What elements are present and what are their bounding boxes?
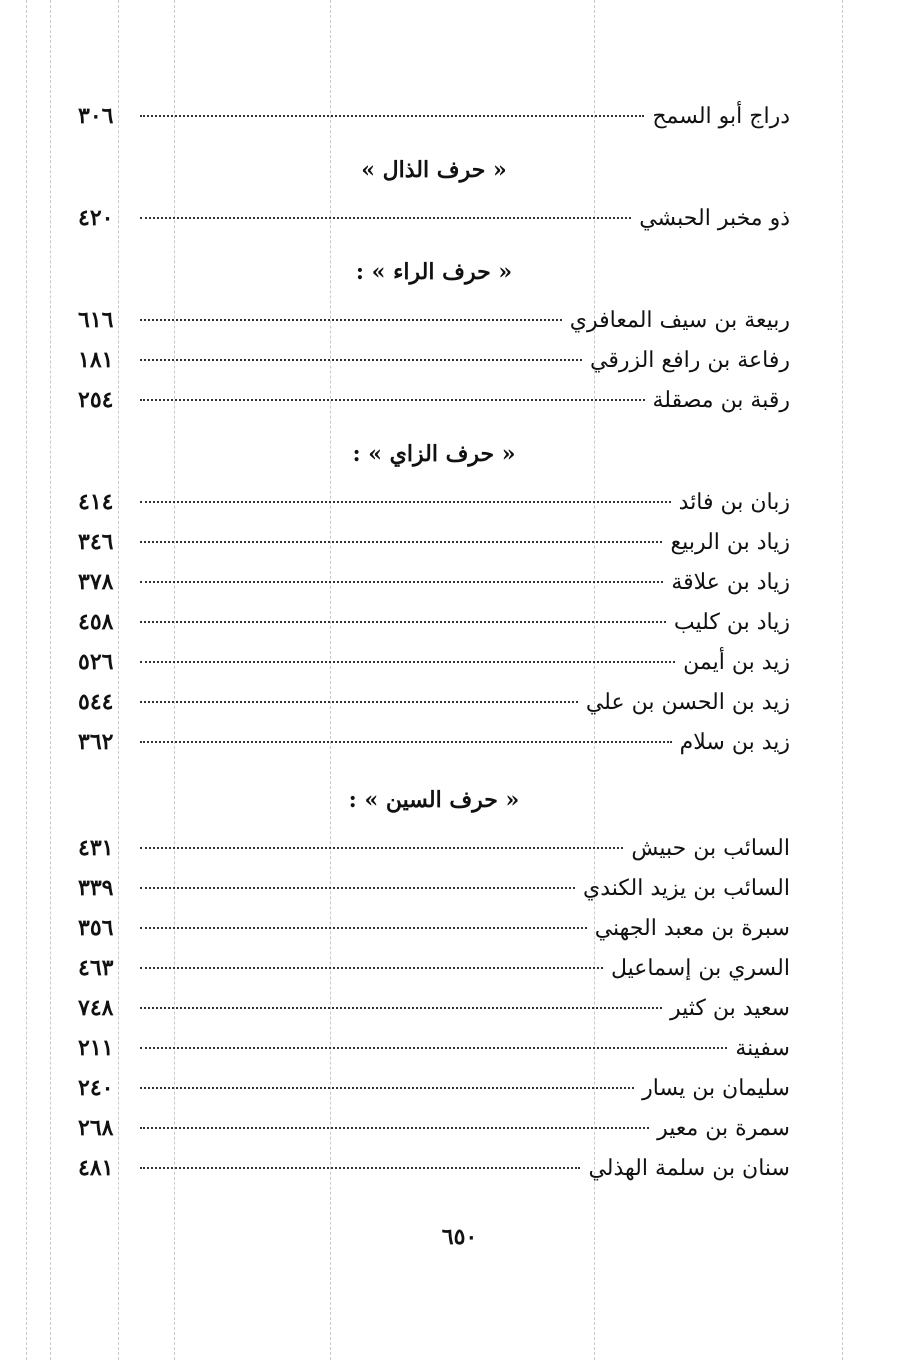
scan-guide-line xyxy=(842,0,843,1360)
dot-leader xyxy=(140,358,582,361)
index-entry xyxy=(78,908,790,948)
entry-name: زيد بن أيمن xyxy=(683,650,790,675)
entry-page-number: ٥٤٤ xyxy=(78,689,114,715)
entry-name: زياد بن الربيع xyxy=(670,530,790,555)
index-entry xyxy=(78,988,790,1028)
index-entry xyxy=(78,828,790,868)
dot-leader xyxy=(140,216,631,219)
entry-name: ربيعة بن سيف المعافري xyxy=(569,308,790,333)
dot-leader xyxy=(140,740,672,743)
index-entry xyxy=(78,602,790,642)
index-entry xyxy=(78,1148,790,1188)
entry-name: زيد بن الحسن بن علي xyxy=(585,690,790,715)
entry-page-number: ٣٦٢ xyxy=(78,729,114,755)
index-entry xyxy=(78,198,790,238)
dot-leader xyxy=(140,1126,649,1129)
entry-name: زبان بن فائد xyxy=(678,490,790,515)
dot-leader xyxy=(140,1166,580,1169)
entry-page-number: ٣٣٩ xyxy=(78,875,114,901)
entry-page-number: ٢١١ xyxy=(78,1035,114,1061)
dot-leader xyxy=(140,700,578,703)
entry-page-number: ٤٣١ xyxy=(78,835,114,861)
index-entry xyxy=(78,1028,790,1068)
entry-name: سبرة بن معبد الجهني xyxy=(594,916,790,941)
index-entry xyxy=(78,682,790,722)
section-heading: « حرف الذال » xyxy=(361,157,507,183)
entry-name: سليمان بن يسار xyxy=(642,1076,790,1101)
entry-name: السائب بن يزيد الكندي xyxy=(582,876,790,901)
dot-leader xyxy=(140,846,623,849)
section-heading: « حرف السين » : xyxy=(348,787,520,813)
entry-name: رفاعة بن رافع الزرقي xyxy=(589,348,790,373)
dot-leader xyxy=(140,318,562,321)
entry-page-number: ٢٦٨ xyxy=(78,1115,114,1141)
entry-name: زياد بن علاقة xyxy=(671,570,790,595)
entry-page-number: ٤٨١ xyxy=(78,1155,114,1181)
index-entry xyxy=(78,300,790,340)
scan-guide-line xyxy=(26,0,27,1360)
entry-name: سعيد بن كثير xyxy=(670,996,790,1021)
index-entry xyxy=(78,340,790,380)
scan-guide-line xyxy=(50,0,51,1360)
dot-leader xyxy=(140,886,575,889)
entry-name: السري بن إسماعيل xyxy=(610,956,790,981)
entry-page-number: ٢٥٤ xyxy=(78,387,114,413)
entry-name: دراج أبو السمح xyxy=(652,104,790,129)
entry-name: سمرة بن معير xyxy=(657,1116,790,1141)
dot-leader xyxy=(140,500,671,503)
entry-name: سفينة xyxy=(735,1036,790,1061)
index-entry xyxy=(78,96,790,136)
entry-page-number: ٣٥٦ xyxy=(78,915,114,941)
entry-name: رقبة بن مصقلة xyxy=(652,388,790,413)
entry-name: سنان بن سلمة الهذلي xyxy=(588,1156,790,1181)
dot-leader xyxy=(140,1006,662,1009)
index-entry xyxy=(78,722,790,762)
entry-page-number: ٦١٦ xyxy=(78,307,114,333)
entry-page-number: ٣٧٨ xyxy=(78,569,114,595)
index-entry xyxy=(78,562,790,602)
dot-leader xyxy=(140,660,675,663)
dot-leader xyxy=(140,580,663,583)
entry-name: زياد بن كليب xyxy=(673,610,790,635)
index-entry xyxy=(78,522,790,562)
index-entry xyxy=(78,642,790,682)
index-entry xyxy=(78,1068,790,1108)
dot-leader xyxy=(140,540,662,543)
dot-leader xyxy=(140,398,645,401)
entry-name: زيد بن سلام xyxy=(679,730,790,755)
entry-page-number: ٤٦٣ xyxy=(78,955,114,981)
dot-leader xyxy=(140,926,587,929)
entry-name: السائب بن حبيش xyxy=(631,836,790,861)
page-number: ٦٥٠ xyxy=(441,1224,478,1250)
index-entry xyxy=(78,1108,790,1148)
entry-page-number: ٤٢٠ xyxy=(78,205,114,231)
entry-page-number: ٤٥٨ xyxy=(78,609,114,635)
index-entry xyxy=(78,868,790,908)
index-list xyxy=(78,96,790,1188)
entry-page-number: ٣٠٦ xyxy=(78,103,114,129)
entry-page-number: ٢٤٠ xyxy=(78,1075,114,1101)
index-entry xyxy=(78,948,790,988)
dot-leader xyxy=(140,620,666,623)
dot-leader xyxy=(140,966,603,969)
dot-leader xyxy=(140,114,644,117)
section-heading: « حرف الراء » : xyxy=(355,259,513,285)
entry-page-number: ٧٤٨ xyxy=(78,995,114,1021)
index-entry xyxy=(78,380,790,420)
entry-page-number: ١٨١ xyxy=(78,347,114,373)
entry-page-number: ٥٢٦ xyxy=(78,649,114,675)
entry-page-number: ٣٤٦ xyxy=(78,529,114,555)
dot-leader xyxy=(140,1086,634,1089)
entry-page-number: ٤١٤ xyxy=(78,489,114,515)
dot-leader xyxy=(140,1046,727,1049)
entry-name: ذو مخبر الحبشي xyxy=(639,206,790,231)
section-heading: « حرف الزاي » : xyxy=(352,441,516,467)
index-entry xyxy=(78,482,790,522)
